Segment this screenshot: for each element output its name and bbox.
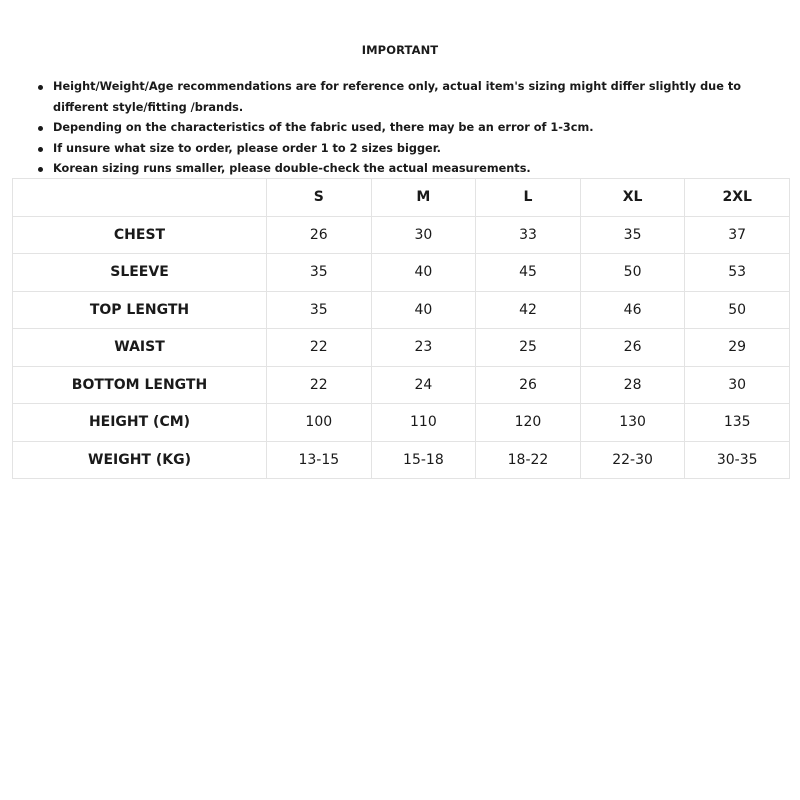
bullet-icon	[38, 167, 43, 172]
table-cell: 135	[685, 404, 790, 442]
note-item	[36, 139, 796, 160]
table-cell: 25	[476, 329, 581, 367]
table-cell: 53	[685, 254, 790, 292]
table-cell: 26	[476, 366, 581, 404]
table-cell: 40	[371, 291, 476, 329]
row-label: WEIGHT (KG)	[13, 441, 267, 479]
table-cell: 130	[580, 404, 685, 442]
header-corner-cell	[13, 179, 267, 217]
table-cell: 22	[267, 366, 372, 404]
note-item	[36, 118, 796, 139]
row-label: BOTTOM LENGTH	[13, 366, 267, 404]
table-cell: 18-22	[476, 441, 581, 479]
table-cell: 15-18	[371, 441, 476, 479]
bullet-icon	[38, 85, 43, 90]
table-header-row	[13, 179, 790, 217]
table-cell: 24	[371, 366, 476, 404]
header-size-xl: XL	[580, 179, 685, 217]
table-row	[13, 329, 790, 367]
table-cell: 35	[580, 216, 685, 254]
header-size-s: S	[267, 179, 372, 217]
table-cell: 120	[476, 404, 581, 442]
table-row	[13, 404, 790, 442]
table-row	[13, 441, 790, 479]
table-cell: 23	[371, 329, 476, 367]
header-size-2xl: 2XL	[685, 179, 790, 217]
table-row	[13, 216, 790, 254]
table-row	[13, 254, 790, 292]
table-cell: 40	[371, 254, 476, 292]
header-size-l: L	[476, 179, 581, 217]
table-cell: 13-15	[267, 441, 372, 479]
table-cell: 28	[580, 366, 685, 404]
row-label: TOP LENGTH	[13, 291, 267, 329]
table-cell: 22-30	[580, 441, 685, 479]
notes-list	[36, 77, 796, 180]
table-cell: 29	[685, 329, 790, 367]
row-label: HEIGHT (CM)	[13, 404, 267, 442]
table-cell: 46	[580, 291, 685, 329]
table-cell: 45	[476, 254, 581, 292]
table-cell: 37	[685, 216, 790, 254]
row-label: SLEEVE	[13, 254, 267, 292]
table-row	[13, 291, 790, 329]
table-cell: 110	[371, 404, 476, 442]
table-row	[13, 366, 790, 404]
note-text: Depending on the characteristics of the fabric used, there may be an error of 1-3cm.	[53, 121, 594, 134]
page-title: IMPORTANT	[361, 43, 439, 57]
table-cell: 30	[371, 216, 476, 254]
note-item	[36, 77, 796, 118]
table-cell: 30	[685, 366, 790, 404]
note-text: If unsure what size to order, please order 1 to 2 sizes bigger.	[53, 141, 441, 155]
table-cell: 30-35	[685, 441, 790, 479]
note-item	[36, 159, 796, 180]
note-text: Height/Weight/Age recommendations are for reference only, actual item's sizing might differ slightly due to different style/fitting /brands.	[53, 80, 741, 114]
header-size-m: M	[371, 179, 476, 217]
table-cell: 33	[476, 216, 581, 254]
bullet-icon	[38, 126, 43, 131]
table-cell: 26	[580, 329, 685, 367]
row-label: CHEST	[13, 216, 267, 254]
table-cell: 42	[476, 291, 581, 329]
table-cell: 26	[267, 216, 372, 254]
table-cell: 22	[267, 329, 372, 367]
table-cell: 35	[267, 291, 372, 329]
row-label: WAIST	[13, 329, 267, 367]
note-text: Korean sizing runs smaller, please double-check the actual measurements.	[53, 162, 531, 175]
table-cell: 100	[267, 404, 372, 442]
size-chart-table	[12, 178, 790, 479]
bullet-icon	[38, 147, 43, 152]
table-cell: 50	[580, 254, 685, 292]
table-cell: 50	[685, 291, 790, 329]
table-cell: 35	[267, 254, 372, 292]
